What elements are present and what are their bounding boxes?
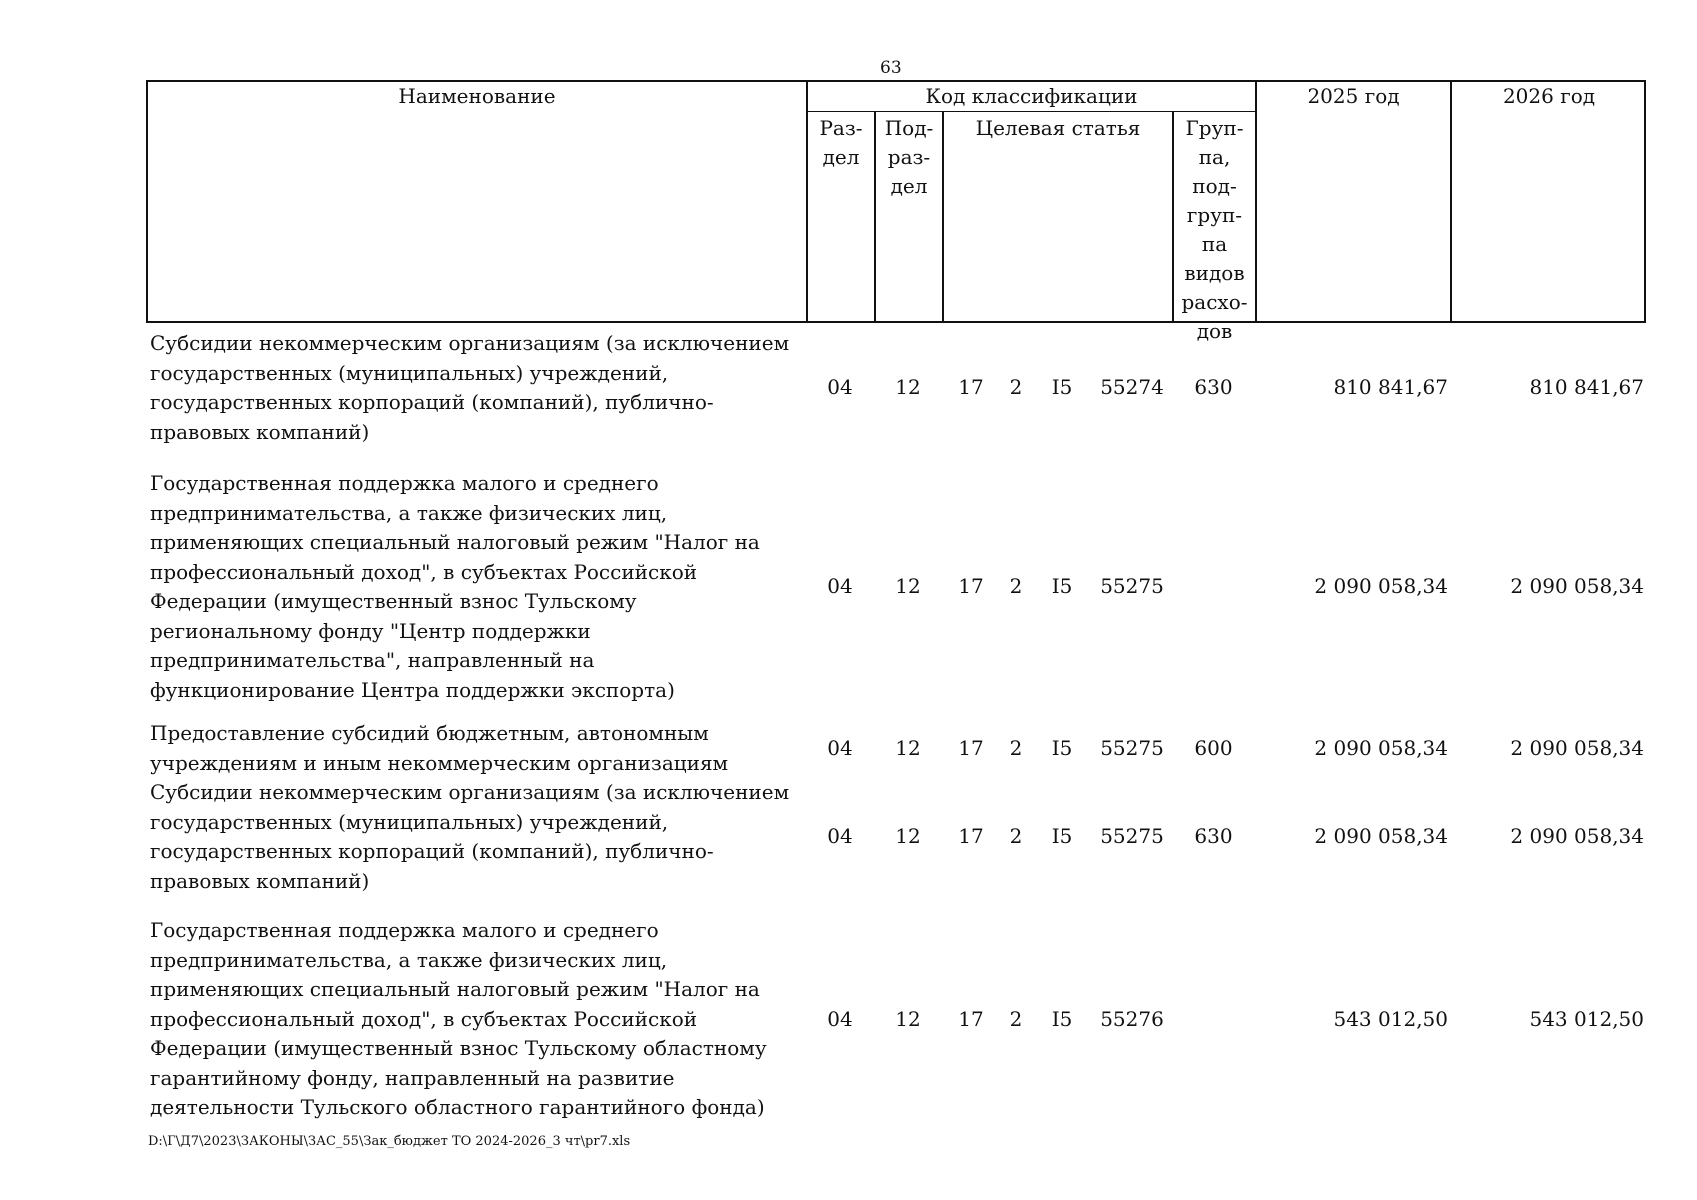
- row-target-article: [942, 1005, 1172, 1035]
- row-year-2026: 543 012,50: [1529, 1006, 1644, 1031]
- row-subsection: 12: [895, 375, 921, 400]
- header-name: Наименование: [398, 84, 556, 108]
- row-year-2026: 2 090 058,34: [1510, 735, 1644, 760]
- target-project: I5: [1051, 1006, 1073, 1031]
- file-path-footer: D:\Г\Д7\2023\ЗАКОНЫ\ЗАС_55\Зак_бюджет ТО 2024-2026_3 чт\pr7.xls: [148, 1134, 631, 1149]
- row-subsection: 12: [895, 824, 921, 849]
- target-direction: 55275: [1100, 574, 1164, 599]
- header-classification: Код классификации: [925, 84, 1138, 108]
- divider: [1255, 82, 1257, 321]
- header-subsection: Под- раз- дел: [884, 116, 934, 198]
- row-subsection: 12: [895, 574, 921, 599]
- header-year-2026: 2026 год: [1502, 84, 1596, 108]
- target-subprogram: 2: [1009, 375, 1023, 400]
- row-section: 04: [827, 735, 853, 760]
- row-section: 04: [827, 824, 853, 849]
- target-subprogram: 2: [1009, 824, 1023, 849]
- row-year-2026: 810 841,67: [1529, 375, 1644, 400]
- row-year-2025: 810 841,67: [1333, 375, 1448, 400]
- target-program: 17: [958, 574, 984, 599]
- row-target-article: [942, 734, 1172, 764]
- target-subprogram: 2: [1009, 574, 1023, 599]
- row-year-2025: 2 090 058,34: [1314, 574, 1448, 599]
- row-subsection: 12: [895, 735, 921, 760]
- row-name: Субсидии некоммерческим организациям (за исключением государственных (муниципальных) учреждений, государственных корпораций (компаний), публично-правовых компаний): [150, 331, 790, 444]
- row-year-2026: 2 090 058,34: [1510, 824, 1644, 849]
- row-year-2026: 2 090 058,34: [1510, 574, 1644, 599]
- header-expense-group: Груп- па, под- груп- па видов расхо- дов: [1181, 116, 1248, 343]
- target-project: I5: [1051, 824, 1073, 849]
- table-row: [146, 469, 1646, 705]
- table-row: [146, 719, 1646, 778]
- row-name: Государственная поддержка малого и среднего предпринимательства, а также физических лиц, применяющих специальный налоговый режим "Налог на профессиональный доход", в субъектах Российской Федерации (имущественный взнос Тульскому региональному фонду "Центр поддержки предпринимательства", направленный на функционирование Центра поддержки экспорта): [150, 471, 760, 702]
- row-year-2025: 543 012,50: [1333, 1006, 1448, 1031]
- divider: [808, 111, 1255, 112]
- target-direction: 55275: [1100, 824, 1164, 849]
- row-target-article: [942, 572, 1172, 602]
- row-expense-group: 630: [1194, 375, 1233, 400]
- target-subprogram: 2: [1009, 735, 1023, 760]
- target-direction: 55275: [1100, 735, 1164, 760]
- target-direction: 55274: [1100, 375, 1164, 400]
- row-year-2025: 2 090 058,34: [1314, 824, 1448, 849]
- target-direction: 55276: [1100, 1006, 1164, 1031]
- row-section: 04: [827, 574, 853, 599]
- target-program: 17: [958, 375, 984, 400]
- budget-table: [146, 80, 1646, 1123]
- target-project: I5: [1051, 574, 1073, 599]
- row-expense-group: 630: [1194, 824, 1233, 849]
- row-section: 04: [827, 1006, 853, 1031]
- target-project: I5: [1051, 375, 1073, 400]
- row-target-article: [942, 373, 1172, 403]
- row-year-2025: 2 090 058,34: [1314, 735, 1448, 760]
- header-target-article: Целевая статья: [975, 116, 1141, 140]
- page-number: 63: [880, 58, 902, 78]
- target-program: 17: [958, 1006, 984, 1031]
- row-target-article: [942, 822, 1172, 852]
- target-program: 17: [958, 824, 984, 849]
- table-header: [146, 80, 1646, 343]
- table-row: [146, 329, 1646, 447]
- target-program: 17: [958, 735, 984, 760]
- row-name: Государственная поддержка малого и среднего предпринимательства, а также физических лиц, применяющих специальный налоговый режим "Налог на профессиональный доход", в субъектах Российской Федерации (имущественный взнос Тульскому областному гарантийному фонду, направленный на развитие деятельности Тульского областного гарантийного фонда): [150, 918, 767, 1119]
- header-year-2025: 2025 год: [1307, 84, 1400, 108]
- target-project: I5: [1051, 735, 1073, 760]
- divider: [942, 112, 944, 321]
- row-name: Предоставление субсидий бюджетным, автономным учреждениям и иным некоммерческим организациям: [150, 721, 729, 775]
- table-row: [146, 778, 1646, 896]
- row-expense-group: 600: [1194, 735, 1233, 760]
- row-subsection: 12: [895, 1006, 921, 1031]
- table-row: [146, 916, 1646, 1123]
- target-subprogram: 2: [1009, 1006, 1023, 1031]
- header-section: Раз- дел: [819, 116, 863, 169]
- row-section: 04: [827, 375, 853, 400]
- divider: [1450, 82, 1452, 321]
- row-name: Субсидии некоммерческим организациям (за исключением государственных (муниципальных) учреждений, государственных корпораций (компаний), публично-правовых компаний): [150, 780, 790, 893]
